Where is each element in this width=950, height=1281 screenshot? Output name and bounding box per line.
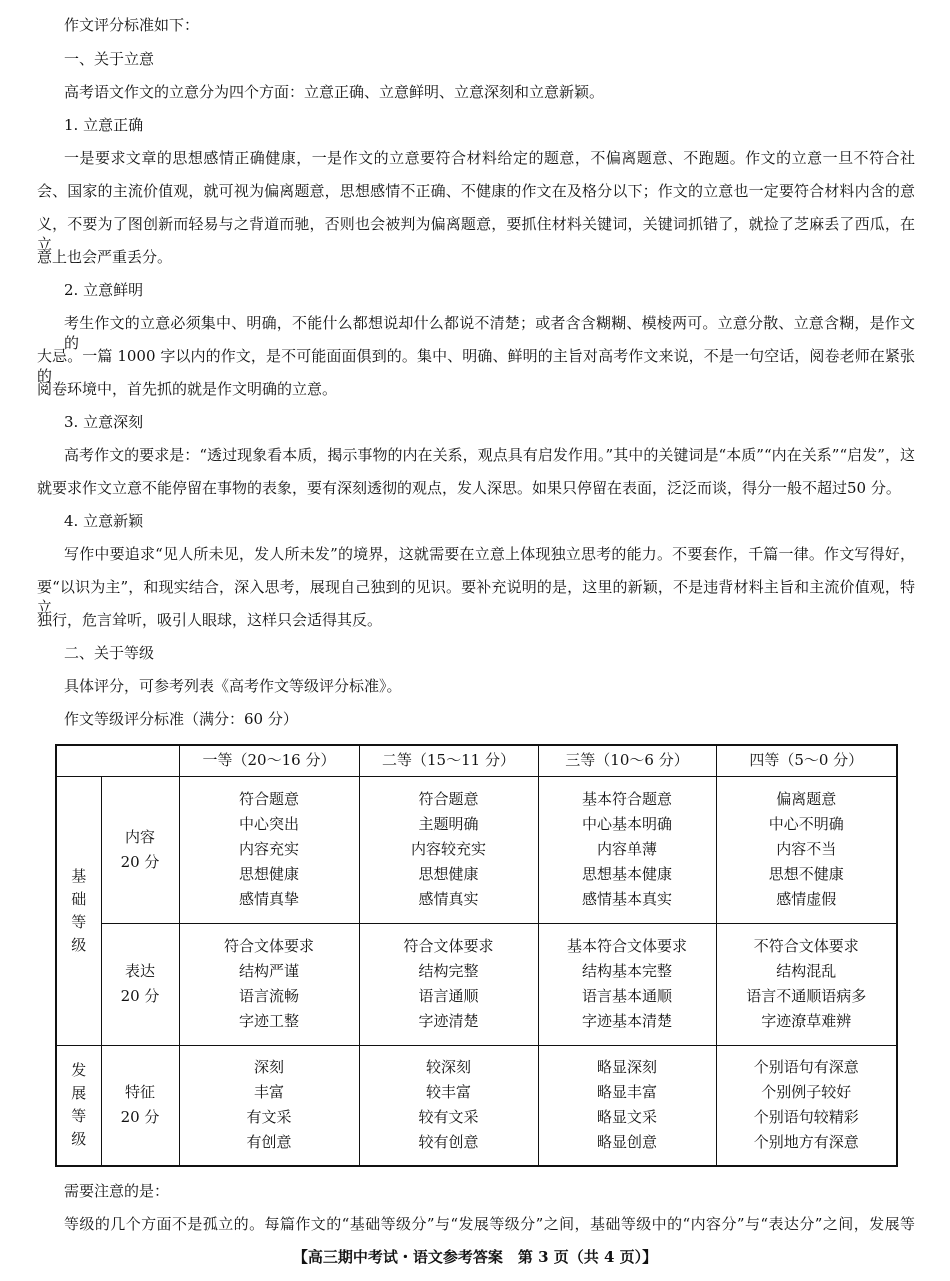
paragraph-line: 写作中要追求“见人所未见，发人所未发”的境界，这就需要在立意上体现独立思考的能力。不要套作，千篇一律。作文写得好， [64,545,915,563]
paragraph-line: 一是要求文章的思想感情正确健康，一是作文的立意要符合材料给定的题意，不偏离题意、不跑题。作文的立意一旦不符合社 [64,149,915,167]
table-row-feature [56,1045,897,1166]
table-cell: 略显深刻 略显丰富 略显文采 略显创意 [538,1045,716,1166]
table-cell: 符合题意 主题明确 内容较充实 思想健康 感情真实 [359,776,538,923]
table-cell: 深刻 丰富 有文采 有创意 [179,1045,359,1166]
paragraph-line: 独行，危言耸听，吸引人眼球，这样只会适得其反。 [37,611,383,629]
paragraph-line: 高考作文的要求是：“透过现象看本质，揭示事物的内在关系，观点具有启发作用。”其中的关键词是“本质”“内在关系”“启发”，这 [64,446,915,464]
header-grade-1: 一等（20～16 分） [179,745,359,776]
paragraph-line: 等级的几个方面不是孤立的。每篇作文的“基础等级分”与“发展等级分”之间，基础等级中的“内容分”与“表达分”之间，发展等 [64,1215,915,1233]
table-cell: 较深刻 较丰富 较有文采 较有创意 [359,1045,538,1166]
section-heading-2: 二、关于等级 [64,644,155,662]
paragraph-line: 阅卷环境中，首先抓的就是作文明确的立意。 [37,380,338,398]
paragraph-line: 考生作文的立意必须集中、明确，不能什么都想说却什么都说不清楚；或者含含糊糊、模棱两可。立意分散、立意含糊，是作文的 [64,314,915,352]
row-label-feature: 特征 20 分 [101,1045,179,1166]
section-heading-1: 一、关于立意 [64,50,155,68]
header-empty-cell [56,745,179,776]
table-cell: 基本符合文体要求 结构基本完整 语言基本通顺 字迹基本清楚 [538,923,716,1045]
table-cell: 符合文体要求 结构完整 语言通顺 字迹清楚 [359,923,538,1045]
note-heading: 需要注意的是： [64,1182,170,1200]
intro-line: 作文评分标准如下： [64,16,200,34]
table-caption: 作文等级评分标准（满分：60 分） [64,710,298,728]
table-cell: 基本符合题意 中心基本明确 内容单薄 思想基本健康 感情基本真实 [538,776,716,923]
table-cell: 个别语句有深意 个别例子较好 个别语句较精彩 个别地方有深意 [716,1045,897,1166]
paragraph-line: 会、国家的主流价值观，就可视为偏离题意，思想感情不正确、不健康的作文在及格分以下；作文的立意也一定要符合材料内含的意 [37,182,915,200]
table-row-content [56,776,897,923]
paragraph-line: 义，不要为了图创新而轻易与之背道而驰，否则也会被判为偏离题意，要抓住材料关键词，关键词抓错了，就捡了芝麻丢了西瓜，在立 [37,215,915,253]
header-grade-4: 四等（5～0 分） [716,745,897,776]
group-label-develop: 发 展 等 级 [56,1045,101,1166]
table-row-expression [56,923,897,1045]
group-label-basic: 基 础 等 级 [56,776,101,1045]
page-footer: 【高三期中考试・语文参考答案 第 3 页（共 4 页）】 [292,1248,658,1266]
row-label-content: 内容 20 分 [101,776,179,923]
table-cell: 偏离题意 中心不明确 内容不当 思想不健康 感情虚假 [716,776,897,923]
subheading: 3. 立意深刻 [64,413,144,431]
row-label-expression: 表达 20 分 [101,923,179,1045]
table-header-row [56,745,897,776]
header-grade-3: 三等（10～6 分） [538,745,716,776]
paragraph-line: 意上也会严重丢分。 [37,248,173,266]
table-cell: 不符合文体要求 结构混乱 语言不通顺语病多 字迹潦草难辨 [716,923,897,1045]
subheading: 2. 立意鲜明 [64,281,144,299]
grading-table [55,744,898,1167]
paragraph-line: 具体评分，可参考列表《高考作文等级评分标准》。 [64,677,402,695]
subheading: 1. 立意正确 [64,116,144,134]
paragraph-line: 要“以识为主”，和现实结合，深入思考，展现自己独到的见识。要补充说明的是，这里的新颖，不是违背材料主旨和主流价值观，特立 [37,578,915,616]
table-cell: 符合文体要求 结构严谨 语言流畅 字迹工整 [179,923,359,1045]
subheading: 4. 立意新颖 [64,512,144,530]
table-cell: 符合题意 中心突出 内容充实 思想健康 感情真挚 [179,776,359,923]
paragraph-line: 大忌。一篇 1000 字以内的作文，是不可能面面俱到的。集中、明确、鲜明的主旨对高考作文来说，不是一句空话，阅卷老师在紧张的 [37,347,915,385]
paragraph-line: 高考语文作文的立意分为四个方面：立意正确、立意鲜明、立意深刻和立意新颖。 [64,83,605,101]
paragraph-line: 就要求作文立意不能停留在事物的表象，要有深刻透彻的观点，发人深思。如果只停留在表面，泛泛而谈，得分一般不超过50 分。 [37,479,901,497]
header-grade-2: 二等（15～11 分） [359,745,538,776]
